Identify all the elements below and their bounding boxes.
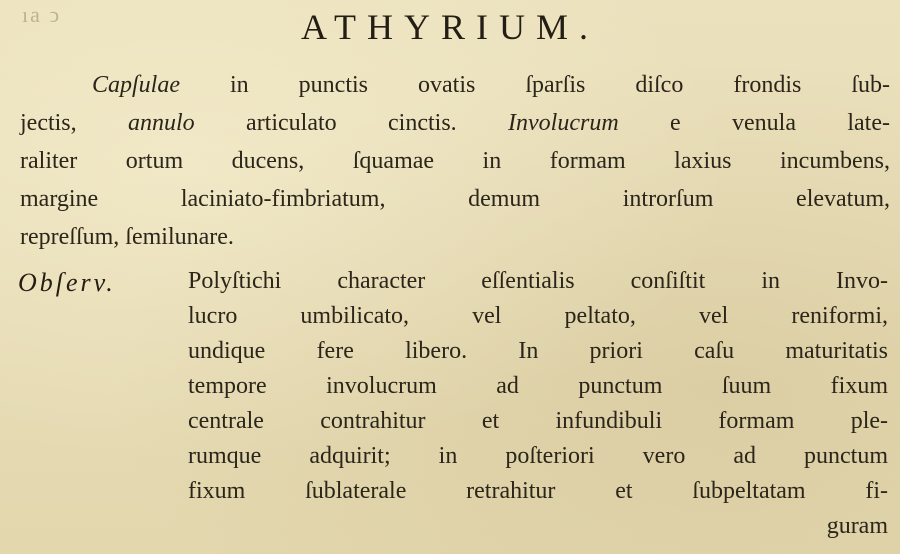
term-involucrum: Involucrum [508, 110, 619, 136]
observation-text [188, 264, 888, 544]
description-line [20, 66, 890, 104]
observation-line: undique fere libero. In priori caſu maturitatis [188, 338, 888, 364]
observation-line: lucro umbilicato, vel peltato, vel reniformi, [188, 303, 888, 329]
observation-line: tempore involucrum ad punctum ſuum fixum [188, 373, 888, 399]
observation-line: fixum ſublaterale retrahitur et ſubpeltatam fi- [188, 478, 888, 504]
observation-line: guram [826, 513, 888, 539]
genus-description [20, 66, 890, 256]
term-capsulae: Capſulae [92, 72, 180, 98]
observation-line: centrale contrahitur et infundibuli formam ple- [188, 408, 888, 434]
description-line: margine laciniato-fimbriatum, demum introrſum elevatum, [20, 186, 890, 212]
observation-line: Polyſtichi character eſſentialis conſiſtit in Invo- [188, 268, 888, 294]
description-text: jectis, [20, 110, 129, 136]
description-text: in punctis ovatis ſparſis diſco frondis ſub- [180, 72, 890, 98]
description-line [20, 104, 890, 142]
description-text: articulato cinctis. [194, 110, 509, 136]
description-line: repreſſum, ſemilunare. [20, 224, 234, 250]
description-line: raliter ortum ducens, ſquamae in formam laxius incumbens, [20, 148, 890, 174]
observation-line: rumque adquirit; in poſteriori vero ad punctum [188, 443, 888, 469]
page-corner-mark: ıa ↄ [22, 2, 62, 27]
genus-title: ATHYRIUM. [300, 7, 599, 47]
description-text: e venula late- [618, 110, 890, 136]
observation-label: Obſerv. [18, 268, 116, 297]
term-annulo: annulo [128, 110, 195, 136]
